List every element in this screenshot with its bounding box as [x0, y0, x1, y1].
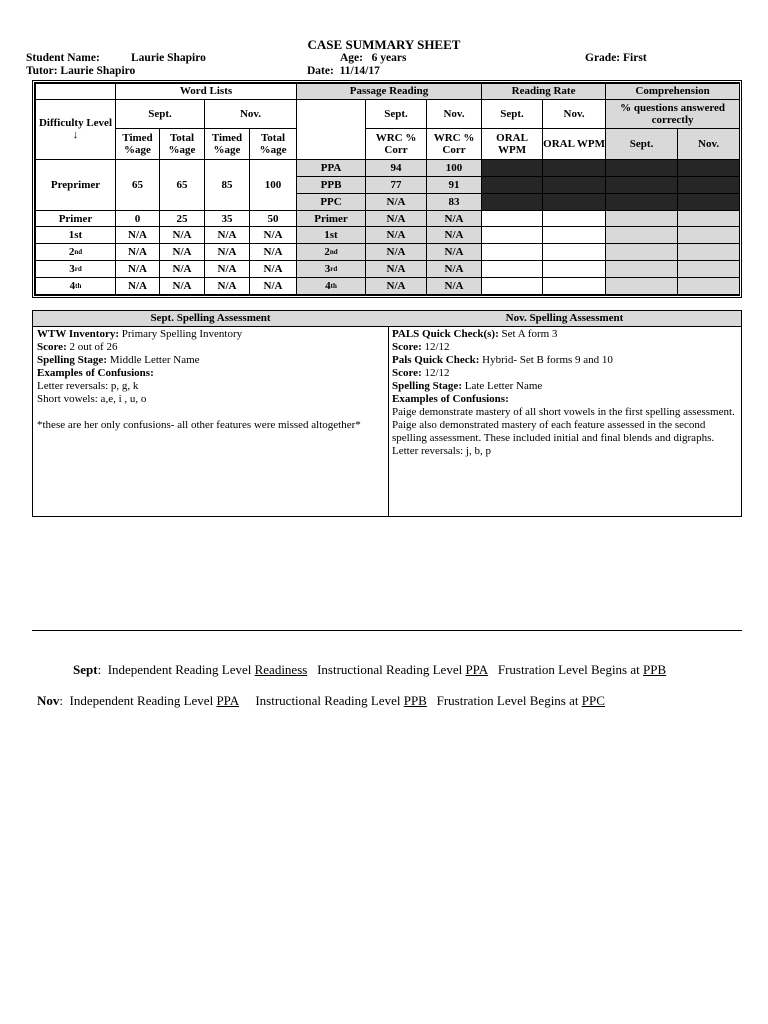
table-cell: 65: [116, 159, 160, 210]
nov-instructional-value: PPB: [403, 693, 427, 708]
empty-cell: [606, 261, 678, 278]
tutor-line: [26, 65, 135, 78]
word-lists-header: Word Lists: [116, 84, 297, 100]
difficulty-level-header: Difficulty Level ↓: [36, 99, 116, 159]
level-label: 2nd: [36, 244, 116, 261]
table-cell: N/A: [116, 261, 160, 278]
sept-spelling-body: [33, 327, 388, 433]
preprimer-label: Preprimer: [36, 159, 116, 210]
shaded-cell: [482, 193, 543, 210]
wl-nov-timed: Timed %age: [205, 129, 250, 160]
shaded-cell: [678, 176, 740, 193]
table-cell: 85: [205, 159, 250, 210]
wl-sept-header: Sept.: [116, 99, 205, 129]
vowels-line: Short vowels: a,e, i , u, o: [37, 393, 147, 405]
empty-cell: [678, 244, 740, 261]
shaded-cell: [543, 176, 606, 193]
empty-cell: [606, 278, 678, 295]
empty-cell: [482, 244, 543, 261]
pr-sept-header: Sept.: [366, 99, 427, 129]
score2-line: Score: 12/12: [392, 367, 450, 379]
shaded-cell: [606, 176, 678, 193]
wl-sept-total: Total %age: [160, 129, 205, 160]
table-cell: N/A: [427, 210, 482, 227]
grade-line: [585, 52, 647, 65]
sept-independent-value: Readiness: [254, 662, 308, 677]
mastery-paragraph-1: Paige demonstrate mastery of all short vowels in the first spelling assessment.: [392, 406, 735, 418]
table-cell: N/A: [116, 278, 160, 295]
nov-spelling-body: [388, 327, 741, 459]
score-line: Score: 2 out of 26: [37, 341, 118, 353]
down-arrow-icon: ↓: [72, 129, 79, 142]
table-cell: N/A: [116, 244, 160, 261]
empty-cell: [543, 261, 606, 278]
nov-frustration-value: PPC: [581, 693, 605, 708]
comprehension-header: Comprehension: [606, 84, 740, 100]
pr-nov-wrc: WRC % Corr: [427, 129, 482, 160]
date-line: [307, 65, 380, 78]
nov-spelling-panel: [388, 311, 741, 516]
grade-label: Grade:: [585, 52, 621, 64]
age-label: Age:: [340, 52, 363, 64]
age-line: [340, 52, 406, 65]
table-cell: N/A: [427, 261, 482, 278]
empty-cell: [543, 227, 606, 244]
divider-line: [32, 630, 742, 631]
nov-independent-value: PPA: [216, 693, 240, 708]
comp-subheader: % questions answered correctly: [606, 99, 740, 129]
table-cell: N/A: [116, 227, 160, 244]
reversals-line: Letter reversals: p, g, k: [37, 380, 139, 392]
comp-sept-header: Sept.: [606, 129, 678, 160]
pr-sept-wrc: WRC % Corr: [366, 129, 427, 160]
sept-spelling-panel: [33, 311, 389, 516]
empty-cell: [678, 261, 740, 278]
shaded-cell: [606, 193, 678, 210]
empty-cell: [678, 227, 740, 244]
rr-sept-oral: ORAL WPM: [482, 129, 543, 160]
empty-cell: [606, 227, 678, 244]
shaded-cell: [678, 159, 740, 176]
check2-line: Pals Quick Check: Hybrid- Set B forms 9 and 10: [392, 354, 613, 366]
table-cell: N/A: [160, 261, 205, 278]
empty-cell: [606, 244, 678, 261]
blank-corner: [36, 84, 116, 100]
tutor-name: Laurie Shapiro: [60, 65, 136, 77]
sept-instructional-value: PPA: [465, 662, 489, 677]
stage-line: Spelling Stage: Middle Letter Name: [37, 354, 200, 366]
age-value: 6 years: [371, 52, 407, 64]
passage-reading-header: Passage Reading: [297, 84, 482, 100]
empty-cell: [482, 210, 543, 227]
shaded-cell: [543, 193, 606, 210]
shaded-cell: [482, 159, 543, 176]
passage-label: PPA: [297, 159, 366, 176]
score1-line: Score: 12/12: [392, 341, 450, 353]
table-cell: 50: [250, 210, 297, 227]
tutor-label: Tutor:: [26, 65, 58, 77]
level-label: Primer: [36, 210, 116, 227]
passage-label: Primer: [297, 210, 366, 227]
pr-nov-header: Nov.: [427, 99, 482, 129]
table-cell: N/A: [160, 278, 205, 295]
table-cell: 91: [427, 176, 482, 193]
table-cell: N/A: [160, 227, 205, 244]
table-cell: N/A: [205, 227, 250, 244]
table-cell: 0: [116, 210, 160, 227]
sept-frustration-value: PPB: [643, 662, 667, 677]
empty-cell: [482, 261, 543, 278]
student-label: Student Name:: [26, 52, 100, 64]
table-cell: N/A: [366, 261, 427, 278]
table-cell: 35: [205, 210, 250, 227]
rr-sept-header: Sept.: [482, 99, 543, 129]
table-cell: N/A: [250, 261, 297, 278]
empty-cell: [543, 244, 606, 261]
passage-level-blank: [297, 99, 366, 159]
table-cell: N/A: [205, 278, 250, 295]
grade-value: First: [623, 52, 647, 64]
level-label: 3rd: [36, 261, 116, 278]
table-cell: N/A: [366, 193, 427, 210]
inventory-line: WTW Inventory: Primary Spelling Inventory: [37, 328, 243, 340]
level-label: 4th: [36, 278, 116, 295]
level-label: 1st: [36, 227, 116, 244]
examples-label: Examples of Confusions:: [37, 367, 154, 379]
passage-label: PPB: [297, 176, 366, 193]
empty-cell: [543, 278, 606, 295]
reading-assessment-table: [32, 80, 742, 298]
table-cell: N/A: [366, 244, 427, 261]
student-name: Laurie Shapiro: [131, 52, 206, 64]
date-value: 11/14/17: [339, 65, 380, 77]
passage-label: PPC: [297, 193, 366, 210]
table-cell: 100: [250, 159, 297, 210]
table-cell: 83: [427, 193, 482, 210]
sept-spelling-header: Sept. Spelling Assessment: [33, 311, 388, 327]
table-cell: 100: [427, 159, 482, 176]
table-cell: N/A: [366, 210, 427, 227]
shaded-cell: [606, 159, 678, 176]
rr-nov-header: Nov.: [543, 99, 606, 129]
sept-summary-line: Sept: Independent Reading Level Readiness Instructional Reading Level PPA Frustration Level Begins at PPB: [73, 662, 667, 677]
page-title: CASE SUMMARY SHEET: [307, 37, 461, 52]
wl-sept-timed: Timed %age: [116, 129, 160, 160]
passage-label: 1st: [297, 227, 366, 244]
shaded-cell: [482, 176, 543, 193]
nov-spelling-header: Nov. Spelling Assessment: [388, 311, 741, 327]
table-cell: N/A: [427, 244, 482, 261]
wl-nov-header: Nov.: [205, 99, 297, 129]
table-cell: N/A: [366, 227, 427, 244]
wl-nov-total: Total %age: [250, 129, 297, 160]
table-cell: 25: [160, 210, 205, 227]
empty-cell: [678, 210, 740, 227]
table-cell: N/A: [427, 227, 482, 244]
table-cell: N/A: [250, 227, 297, 244]
empty-cell: [606, 210, 678, 227]
nov-summary-line: Nov: Independent Reading Level PPA Instructional Reading Level PPB Frustration Level Begins at PPC: [37, 693, 605, 708]
empty-cell: [543, 210, 606, 227]
comp-nov-header: Nov.: [678, 129, 740, 160]
passage-label: 3rd: [297, 261, 366, 278]
passage-label: 2nd: [297, 244, 366, 261]
table-cell: 65: [160, 159, 205, 210]
mastery-paragraph-2: Paige also demonstrated mastery of each feature assessed in the second spelling assessment. These included initial and final blends and digraphs.: [392, 419, 715, 444]
empty-cell: [482, 227, 543, 244]
stage-line: Spelling Stage: Late Letter Name: [392, 380, 543, 392]
passage-label: 4th: [297, 278, 366, 295]
table-cell: 77: [366, 176, 427, 193]
table-cell: N/A: [160, 244, 205, 261]
date-label: Date:: [307, 65, 334, 77]
note-line: *these are her only confusions- all other features were missed altogether*: [37, 419, 361, 431]
shaded-cell: [543, 159, 606, 176]
table-cell: N/A: [366, 278, 427, 295]
table-cell: N/A: [205, 244, 250, 261]
table-cell: 94: [366, 159, 427, 176]
table-cell: N/A: [250, 278, 297, 295]
rr-nov-oral: ORAL WPM: [543, 129, 606, 160]
table-cell: N/A: [205, 261, 250, 278]
reversals-line: Letter reversals: j, b, p: [392, 445, 491, 457]
check1-line: PALS Quick Check(s): Set A form 3: [392, 328, 558, 340]
empty-cell: [678, 278, 740, 295]
table-cell: N/A: [250, 244, 297, 261]
empty-cell: [482, 278, 543, 295]
reading-rate-header: Reading Rate: [482, 84, 606, 100]
shaded-cell: [678, 193, 740, 210]
spelling-assessment-section: [32, 310, 742, 517]
table-cell: N/A: [427, 278, 482, 295]
examples-label: Examples of Confusions:: [392, 393, 509, 405]
